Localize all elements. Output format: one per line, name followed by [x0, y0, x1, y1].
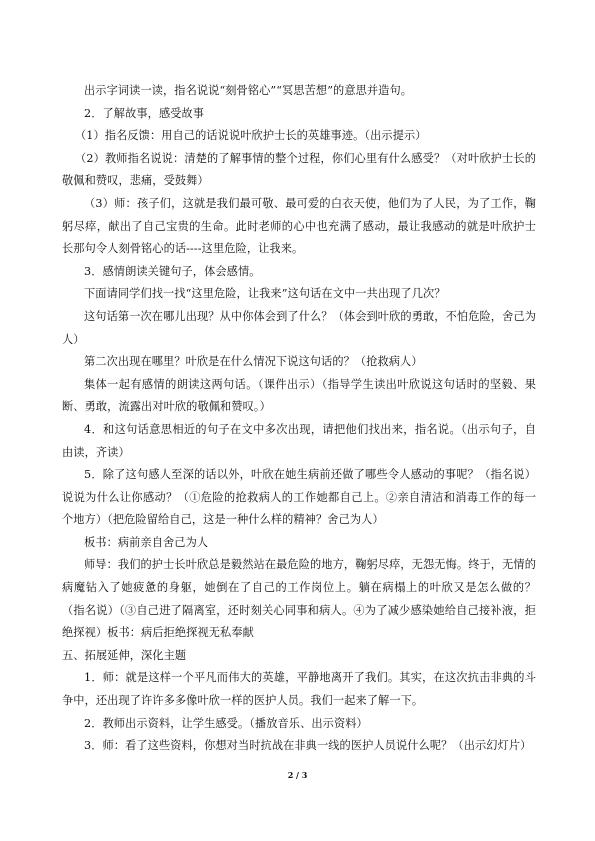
paragraph: 集体一起有感情的朗读这两句话。（课件出示）（指导学生读出叶欣说这句话时的坚毅、果断、勇敢，流露出对叶欣的敬佩和赞叹。）: [62, 377, 536, 414]
paragraph: 这句话第一次在哪儿出现？从中你体会到了什么？（体会到叶欣的勇敢，不怕危险，舍己为人）: [62, 309, 536, 346]
paragraph: 下面请同学们找一找“这里危险，让我来”这句话在文中一共出现了几次？: [84, 287, 446, 301]
paragraph: 板书：病前亲自舍己为人: [84, 535, 209, 549]
paragraph: 4．和这句话意思相近的句子在文中多次出现，请把他们找出来，指名说。（出示句子，自由读，齐读）: [62, 422, 536, 459]
paragraph: 3．感情朗读关键句子，体会感情。: [84, 264, 261, 278]
paragraph: 1．师：就是这样一个平凡而伟大的英雄，平静地离开了我们。其实，在这次抗击非典的斗争中，还出现了许许多多像叶欣一样的医护人员。我们一起来了解一下。: [62, 671, 536, 708]
paragraph: （3）师：孩子们，这就是我们最可敬、最可爱的白衣天使，他们为了人民，为了工作，鞠躬尽瘁，献出了自己宝贵的生命。此时老师的心中也充满了感动，最让我感动的就是叶欣护士长那句令人刻骨铭心的话----这里危险，让我来。: [62, 196, 536, 256]
paragraph: 2．了解故事，感受故事: [84, 106, 205, 120]
paragraph: 2．教师出示资料，让学生感受。（播放音乐、出示资料）: [84, 716, 368, 730]
document-body: [62, 80, 536, 758]
paragraph: 第二次出现在哪里？叶欣是在什么情况下说这句话的？（抢救病人）: [84, 355, 423, 369]
paragraph: 师导：我们的护士长叶欣总是毅然站在最危险的地方，鞠躬尽瘁，无怨无悔。终于，无情的病魔钻入了她疲惫的身躯，她倒在了自己的工作岗位上。躺在病榻上的叶欣又是怎么做的？（指名说）（③自己进了隔离室，还时刻关心同事和病人。④为了减少感染她给自己接补液，拒绝探视）板书：病后拒绝探视无私奉献: [62, 558, 536, 640]
paragraph: 5．除了这句感人至深的话以外，叶欣在她生病前还做了哪些令人感动的事呢？（指名说）说说为什么让你感动？（①危险的抢救病人的工作她都自己上。②亲自清洁和消毒工作的每一个地方）（把危险留给自己，这是一种什么样的精神？舍己为人）: [62, 468, 536, 527]
paragraph: 3．师：看了这些资料，你想对当时抗战在非典一线的医护人员说什么呢？（出示幻灯片）: [84, 739, 532, 753]
paragraph: （2）教师指名说说：清楚的了解事情的整个过程，你们心里有什么感受？（对叶欣护士长的敬佩和赞叹，悲痛，受鼓舞）: [62, 151, 536, 188]
paragraph: 出示字词读一读，指名说说“刻骨铭心”“冥思苦想”的意思并造句。: [84, 84, 413, 97]
page-number: 2 / 3: [287, 770, 308, 780]
paragraph: （1）指名反馈：用自己的话说说叶欣护士长的英雄事迹。（出示提示）: [75, 129, 427, 143]
paragraph: 五、拓展延伸，深化主题: [62, 648, 187, 662]
